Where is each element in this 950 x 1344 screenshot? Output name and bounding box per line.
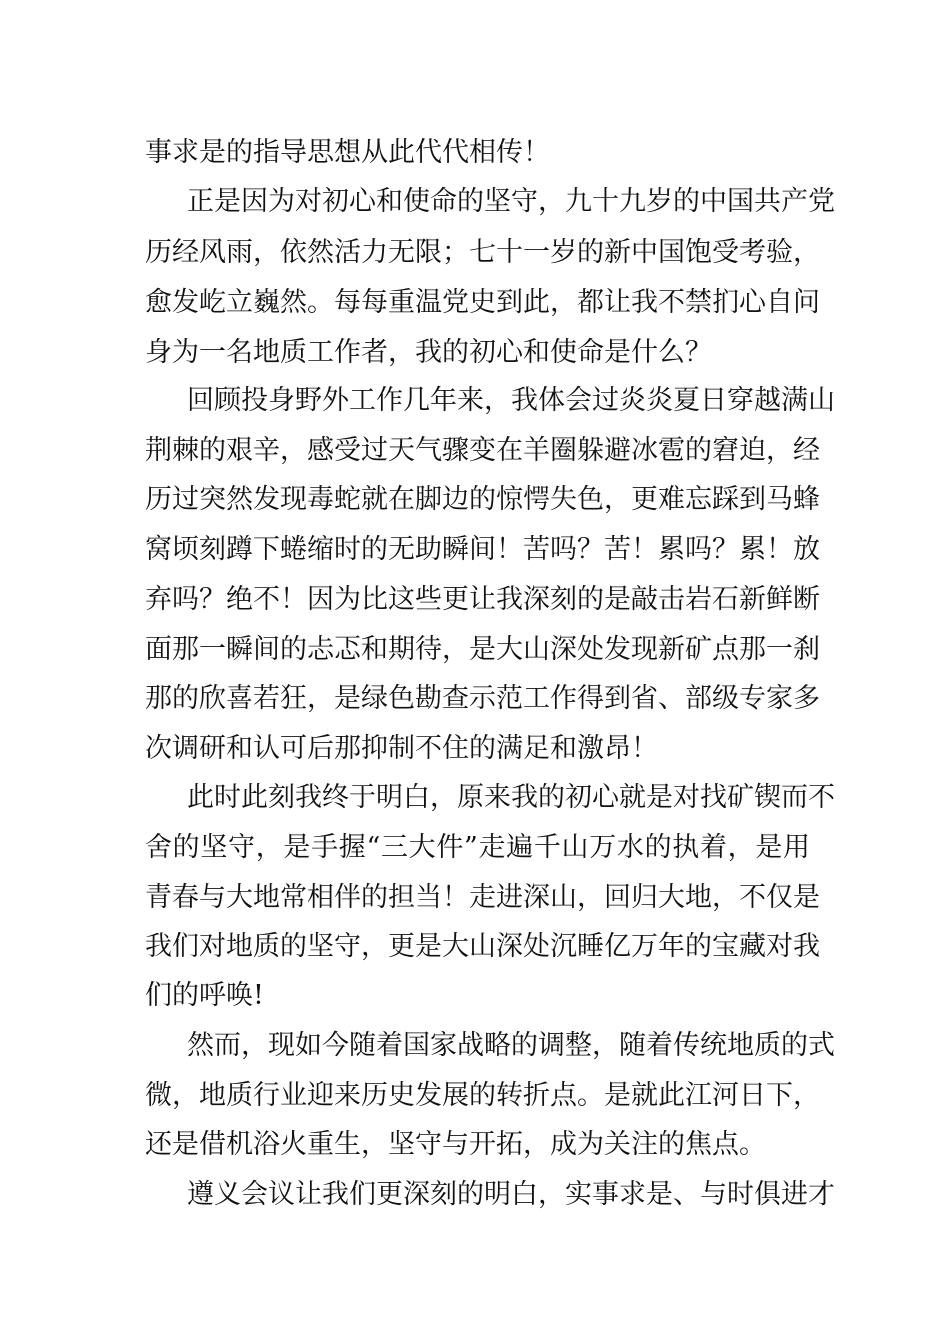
text-line-14: 此时此刻我终于明白，原来我的初心就是对找矿锲而不 bbox=[187, 782, 835, 813]
text-line-3: 历经风雨，依然活力无限；七十一岁的新中国饱受考验， bbox=[145, 237, 820, 268]
text-line-13: 次调研和认可后那抑制不住的满足和激昂！ bbox=[145, 733, 658, 764]
text-line-9: 窝顷刻蹲下蜷缩时的无助瞬间！苦吗？苦！累吗？累！放 bbox=[145, 534, 820, 565]
text-line-6: 回顾投身野外工作几年来，我体会过炎炎夏日穿越满山 bbox=[187, 385, 835, 416]
text-line-12: 那的欣喜若狂，是绿色勘查示范工作得到省、部级专家多 bbox=[145, 683, 820, 714]
text-line-10: 弃吗？绝不！因为比这些更让我深刻的是敲击岩石新鲜断 bbox=[145, 584, 820, 615]
text-line-19: 然而，现如今随着国家战略的调整，随着传统地质的式 bbox=[187, 1030, 835, 1061]
text-line-4: 愈发屹立巍然。每每重温党史到此，都让我不禁扪心自问 bbox=[145, 287, 820, 318]
text-line-5: 身为一名地质工作者，我的初心和使命是什么？ bbox=[145, 337, 712, 368]
text-line-22: 遵义会议让我们更深刻的明白，实事求是、与时俱进才 bbox=[187, 1179, 835, 1210]
text-line-20: 微，地质行业迎来历史发展的转折点。是就此江河日下， bbox=[145, 1080, 820, 1111]
text-line-8: 历过突然发现毒蛇就在脚边的惊愕失色，更难忘踩到马蜂 bbox=[145, 484, 820, 515]
text-line-2: 正是因为对初心和使命的坚守，九十九岁的中国共产党 bbox=[187, 186, 835, 217]
text-line-17: 我们对地质的坚守，更是大山深处沉睡亿万年的宝藏对我 bbox=[145, 931, 820, 962]
text-line-21: 还是借机浴火重生，坚守与开拓，成为关注的焦点。 bbox=[145, 1129, 766, 1160]
text-line-15: 舍的坚守，是手握“三大件”走遍千山万水的执着，是用 bbox=[145, 832, 810, 863]
text-line-18: 们的呼唤! bbox=[145, 980, 264, 1011]
text-line-1: 事求是的指导思想从此代代相传！ bbox=[145, 137, 550, 168]
text-line-11: 面那一瞬间的忐忑和期待，是大山深处发现新矿点那一刹 bbox=[145, 634, 820, 665]
text-line-16: 青春与大地常相伴的担当！走进深山，回归大地，不仅是 bbox=[145, 882, 820, 913]
text-line-7: 荆棘的艰辛，感受过天气骤变在羊圈躲避冰雹的窘迫，经 bbox=[145, 435, 820, 466]
